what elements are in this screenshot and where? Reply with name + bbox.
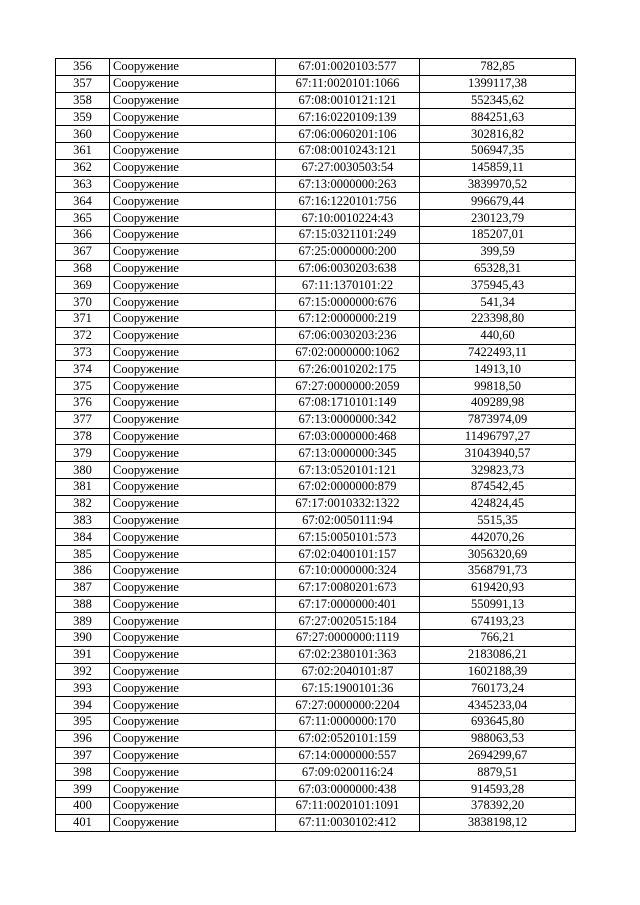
object-type-cell: Сооружение	[110, 478, 276, 495]
table-row	[56, 75, 576, 92]
table-row	[56, 613, 576, 630]
value-cell: 302816,82	[420, 126, 576, 143]
cadastral-number-cell: 67:13:0520101:121	[276, 462, 420, 479]
value-cell: 3568791,73	[420, 562, 576, 579]
cadastral-number-cell: 67:11:0020101:1066	[276, 75, 420, 92]
value-cell: 619420,93	[420, 579, 576, 596]
table-row	[56, 159, 576, 176]
row-number-cell: 390	[56, 630, 110, 647]
value-cell: 440,60	[420, 327, 576, 344]
value-cell: 185207,01	[420, 226, 576, 243]
cadastral-number-cell: 67:10:0000000:324	[276, 562, 420, 579]
cadastral-number-cell: 67:06:0030203:638	[276, 260, 420, 277]
value-cell: 14913,10	[420, 361, 576, 378]
table-row	[56, 277, 576, 294]
row-number-cell: 368	[56, 260, 110, 277]
object-type-cell: Сооружение	[110, 445, 276, 462]
table-row	[56, 529, 576, 546]
table-row	[56, 445, 576, 462]
table-row	[56, 798, 576, 815]
value-cell: 11496797,27	[420, 428, 576, 445]
object-type-cell: Сооружение	[110, 260, 276, 277]
table-row	[56, 781, 576, 798]
value-cell: 4345233,04	[420, 697, 576, 714]
row-number-cell: 388	[56, 596, 110, 613]
table-row	[56, 579, 576, 596]
row-number-cell: 380	[56, 462, 110, 479]
cadastral-number-cell: 67:25:0000000:200	[276, 243, 420, 260]
cadastral-number-cell: 67:27:0000000:2059	[276, 378, 420, 395]
object-type-cell: Сооружение	[110, 294, 276, 311]
row-number-cell: 377	[56, 411, 110, 428]
object-type-cell: Сооружение	[110, 529, 276, 546]
value-cell: 145859,11	[420, 159, 576, 176]
value-cell: 31043940,57	[420, 445, 576, 462]
cadastral-number-cell: 67:08:0010243:121	[276, 142, 420, 159]
cadastral-number-cell: 67:13:0000000:345	[276, 445, 420, 462]
object-type-cell: Сооружение	[110, 697, 276, 714]
row-number-cell: 369	[56, 277, 110, 294]
row-number-cell: 361	[56, 142, 110, 159]
object-type-cell: Сооружение	[110, 781, 276, 798]
row-number-cell: 371	[56, 310, 110, 327]
row-number-cell: 356	[56, 59, 110, 76]
cadastral-number-cell: 67:26:0010202:175	[276, 361, 420, 378]
object-type-cell: Сооружение	[110, 663, 276, 680]
row-number-cell: 362	[56, 159, 110, 176]
table-row	[56, 327, 576, 344]
row-number-cell: 392	[56, 663, 110, 680]
cadastral-number-cell: 67:02:0000000:879	[276, 478, 420, 495]
value-cell: 223398,80	[420, 310, 576, 327]
row-number-cell: 389	[56, 613, 110, 630]
object-type-cell: Сооружение	[110, 92, 276, 109]
object-type-cell: Сооружение	[110, 596, 276, 613]
row-number-cell: 363	[56, 176, 110, 193]
table-row	[56, 562, 576, 579]
row-number-cell: 374	[56, 361, 110, 378]
object-type-cell: Сооружение	[110, 159, 276, 176]
object-type-cell: Сооружение	[110, 394, 276, 411]
cadastral-number-cell: 67:15:0050101:573	[276, 529, 420, 546]
cadastral-number-cell: 67:08:1710101:149	[276, 394, 420, 411]
cadastral-number-cell: 67:11:0020101:1091	[276, 798, 420, 815]
cadastral-number-cell: 67:03:0000000:438	[276, 781, 420, 798]
row-number-cell: 381	[56, 478, 110, 495]
table-row	[56, 680, 576, 697]
object-type-cell: Сооружение	[110, 344, 276, 361]
row-number-cell: 393	[56, 680, 110, 697]
value-cell: 424824,45	[420, 495, 576, 512]
object-type-cell: Сооружение	[110, 193, 276, 210]
table-row	[56, 92, 576, 109]
value-cell: 65328,31	[420, 260, 576, 277]
cadastral-number-cell: 67:02:0400101:157	[276, 546, 420, 563]
object-type-cell: Сооружение	[110, 142, 276, 159]
table-row	[56, 646, 576, 663]
value-cell: 378392,20	[420, 798, 576, 815]
value-cell: 550991,13	[420, 596, 576, 613]
object-type-cell: Сооружение	[110, 210, 276, 227]
value-cell: 766,21	[420, 630, 576, 647]
table-row	[56, 596, 576, 613]
value-cell: 3056320,69	[420, 546, 576, 563]
row-number-cell: 384	[56, 529, 110, 546]
table-row	[56, 226, 576, 243]
table-row	[56, 478, 576, 495]
cadastral-number-cell: 67:01:0020103:577	[276, 59, 420, 76]
value-cell: 693645,80	[420, 714, 576, 731]
object-type-cell: Сооружение	[110, 462, 276, 479]
value-cell: 782,85	[420, 59, 576, 76]
value-cell: 2183086,21	[420, 646, 576, 663]
cadastral-number-cell: 67:13:0000000:263	[276, 176, 420, 193]
cadastral-number-cell: 67:16:0220109:139	[276, 109, 420, 126]
row-number-cell: 360	[56, 126, 110, 143]
value-cell: 1602188,39	[420, 663, 576, 680]
cadastral-number-cell: 67:16:1220101:756	[276, 193, 420, 210]
object-type-cell: Сооружение	[110, 512, 276, 529]
table-row	[56, 630, 576, 647]
table-row	[56, 126, 576, 143]
cadastral-number-cell: 67:15:0321101:249	[276, 226, 420, 243]
value-cell: 2694299,67	[420, 747, 576, 764]
value-cell: 409289,98	[420, 394, 576, 411]
row-number-cell: 394	[56, 697, 110, 714]
table-row	[56, 193, 576, 210]
object-type-cell: Сооружение	[110, 126, 276, 143]
object-type-cell: Сооружение	[110, 562, 276, 579]
object-type-cell: Сооружение	[110, 764, 276, 781]
table-row	[56, 495, 576, 512]
cadastral-number-cell: 67:14:0000000:557	[276, 747, 420, 764]
object-type-cell: Сооружение	[110, 495, 276, 512]
value-cell: 3838198,12	[420, 814, 576, 831]
table-row	[56, 378, 576, 395]
value-cell: 914593,28	[420, 781, 576, 798]
cadastral-number-cell: 67:06:0030203:236	[276, 327, 420, 344]
object-type-cell: Сооружение	[110, 730, 276, 747]
cadastral-number-cell: 67:11:1370101:22	[276, 277, 420, 294]
value-cell: 7873974,09	[420, 411, 576, 428]
cadastral-number-cell: 67:27:0030503:54	[276, 159, 420, 176]
object-type-cell: Сооружение	[110, 613, 276, 630]
row-number-cell: 391	[56, 646, 110, 663]
table-row	[56, 747, 576, 764]
cadastral-number-cell: 67:15:1900101:36	[276, 680, 420, 697]
table-row	[56, 142, 576, 159]
row-number-cell: 358	[56, 92, 110, 109]
object-type-cell: Сооружение	[110, 546, 276, 563]
row-number-cell: 373	[56, 344, 110, 361]
value-cell: 988063,53	[420, 730, 576, 747]
object-type-cell: Сооружение	[110, 243, 276, 260]
table-row	[56, 714, 576, 731]
cadastral-number-cell: 67:17:0080201:673	[276, 579, 420, 596]
object-type-cell: Сооружение	[110, 680, 276, 697]
row-number-cell: 364	[56, 193, 110, 210]
object-type-cell: Сооружение	[110, 277, 276, 294]
row-number-cell: 398	[56, 764, 110, 781]
registry-table	[55, 58, 576, 832]
row-number-cell: 400	[56, 798, 110, 815]
table-row	[56, 310, 576, 327]
value-cell: 375945,43	[420, 277, 576, 294]
table-row	[56, 243, 576, 260]
cadastral-number-cell: 67:09:0200116:24	[276, 764, 420, 781]
cadastral-number-cell: 67:10:0010224:43	[276, 210, 420, 227]
table-row	[56, 260, 576, 277]
table-row	[56, 344, 576, 361]
object-type-cell: Сооружение	[110, 378, 276, 395]
value-cell: 5515,35	[420, 512, 576, 529]
object-type-cell: Сооружение	[110, 714, 276, 731]
object-type-cell: Сооружение	[110, 59, 276, 76]
value-cell: 996679,44	[420, 193, 576, 210]
table-row	[56, 394, 576, 411]
table-row	[56, 663, 576, 680]
value-cell: 760173,24	[420, 680, 576, 697]
row-number-cell: 385	[56, 546, 110, 563]
table-row	[56, 814, 576, 831]
row-number-cell: 399	[56, 781, 110, 798]
object-type-cell: Сооружение	[110, 361, 276, 378]
table-row	[56, 428, 576, 445]
row-number-cell: 396	[56, 730, 110, 747]
row-number-cell: 386	[56, 562, 110, 579]
object-type-cell: Сооружение	[110, 310, 276, 327]
value-cell: 230123,79	[420, 210, 576, 227]
cadastral-number-cell: 67:02:2380101:363	[276, 646, 420, 663]
row-number-cell: 372	[56, 327, 110, 344]
value-cell: 3839970,52	[420, 176, 576, 193]
table-row	[56, 512, 576, 529]
value-cell: 874542,45	[420, 478, 576, 495]
cadastral-number-cell: 67:17:0000000:401	[276, 596, 420, 613]
cadastral-number-cell: 67:27:0000000:1119	[276, 630, 420, 647]
value-cell: 99818,50	[420, 378, 576, 395]
value-cell: 506947,35	[420, 142, 576, 159]
row-number-cell: 357	[56, 75, 110, 92]
row-number-cell: 379	[56, 445, 110, 462]
object-type-cell: Сооружение	[110, 226, 276, 243]
cadastral-number-cell: 67:12:0000000:219	[276, 310, 420, 327]
object-type-cell: Сооружение	[110, 428, 276, 445]
table-row	[56, 210, 576, 227]
cadastral-number-cell: 67:11:0030102:412	[276, 814, 420, 831]
row-number-cell: 376	[56, 394, 110, 411]
object-type-cell: Сооружение	[110, 630, 276, 647]
table-row	[56, 462, 576, 479]
cadastral-number-cell: 67:15:0000000:676	[276, 294, 420, 311]
table-row	[56, 730, 576, 747]
cadastral-number-cell: 67:11:0000000:170	[276, 714, 420, 731]
object-type-cell: Сооружение	[110, 747, 276, 764]
value-cell: 552345,62	[420, 92, 576, 109]
object-type-cell: Сооружение	[110, 109, 276, 126]
value-cell: 329823,73	[420, 462, 576, 479]
object-type-cell: Сооружение	[110, 327, 276, 344]
value-cell: 884251,63	[420, 109, 576, 126]
value-cell: 442070,26	[420, 529, 576, 546]
object-type-cell: Сооружение	[110, 411, 276, 428]
row-number-cell: 366	[56, 226, 110, 243]
table-row	[56, 411, 576, 428]
row-number-cell: 387	[56, 579, 110, 596]
table-row	[56, 294, 576, 311]
table-row	[56, 697, 576, 714]
row-number-cell: 395	[56, 714, 110, 731]
object-type-cell: Сооружение	[110, 579, 276, 596]
cadastral-number-cell: 67:06:0060201:106	[276, 126, 420, 143]
cadastral-number-cell: 67:02:0520101:159	[276, 730, 420, 747]
cadastral-number-cell: 67:08:0010121:121	[276, 92, 420, 109]
value-cell: 8879,51	[420, 764, 576, 781]
object-type-cell: Сооружение	[110, 814, 276, 831]
value-cell: 674193,23	[420, 613, 576, 630]
object-type-cell: Сооружение	[110, 798, 276, 815]
cadastral-number-cell: 67:17:0010332:1322	[276, 495, 420, 512]
cadastral-number-cell: 67:02:0050111:94	[276, 512, 420, 529]
cadastral-number-cell: 67:03:0000000:468	[276, 428, 420, 445]
row-number-cell: 370	[56, 294, 110, 311]
row-number-cell: 378	[56, 428, 110, 445]
value-cell: 7422493,11	[420, 344, 576, 361]
cadastral-number-cell: 67:27:0020515:184	[276, 613, 420, 630]
object-type-cell: Сооружение	[110, 75, 276, 92]
object-type-cell: Сооружение	[110, 176, 276, 193]
table-row	[56, 361, 576, 378]
cadastral-number-cell: 67:13:0000000:342	[276, 411, 420, 428]
row-number-cell: 365	[56, 210, 110, 227]
table-row	[56, 764, 576, 781]
object-type-cell: Сооружение	[110, 646, 276, 663]
row-number-cell: 382	[56, 495, 110, 512]
value-cell: 1399117,38	[420, 75, 576, 92]
cadastral-number-cell: 67:02:2040101:87	[276, 663, 420, 680]
row-number-cell: 359	[56, 109, 110, 126]
cadastral-number-cell: 67:27:0000000:2204	[276, 697, 420, 714]
row-number-cell: 367	[56, 243, 110, 260]
value-cell: 541,34	[420, 294, 576, 311]
value-cell: 399,59	[420, 243, 576, 260]
registry-table-body	[56, 59, 576, 832]
row-number-cell: 383	[56, 512, 110, 529]
table-row	[56, 546, 576, 563]
row-number-cell: 397	[56, 747, 110, 764]
table-row	[56, 59, 576, 76]
row-number-cell: 401	[56, 814, 110, 831]
cadastral-number-cell: 67:02:0000000:1062	[276, 344, 420, 361]
table-row	[56, 109, 576, 126]
row-number-cell: 375	[56, 378, 110, 395]
table-row	[56, 176, 576, 193]
